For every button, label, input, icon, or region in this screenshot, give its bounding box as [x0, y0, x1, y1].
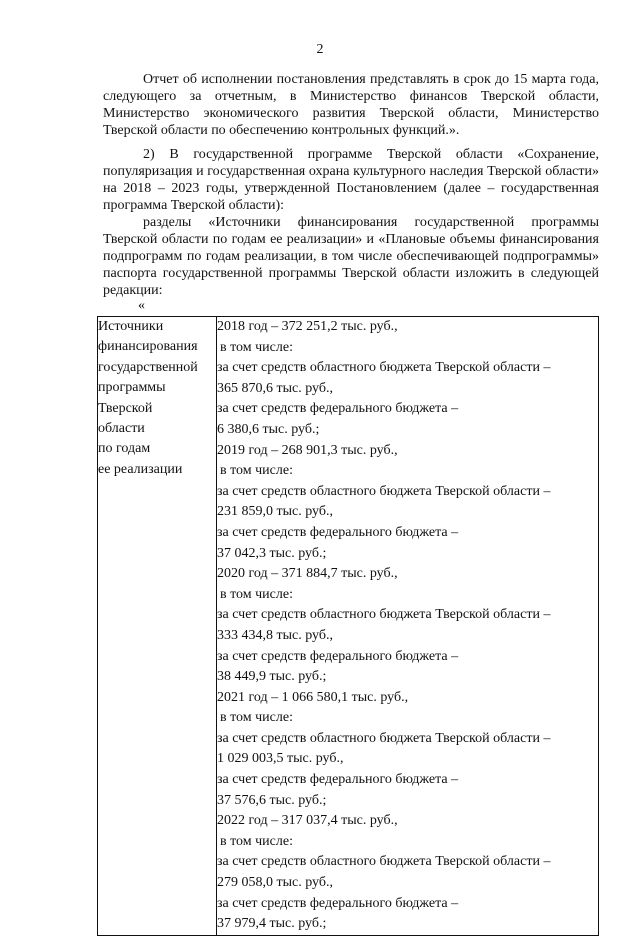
- year-total-line: 2021 год – 1 066 580,1 тыс. руб.,: [217, 689, 409, 705]
- label-line: государственной: [98, 359, 198, 375]
- federal-budget-amount: 38 449,9 тыс. руб.;: [217, 669, 327, 685]
- including-line: в том числе:: [220, 463, 293, 479]
- regional-budget-line: за счет средств областного бюджета Тверской области –: [217, 854, 551, 870]
- label-line: программы: [98, 380, 166, 396]
- federal-budget-line: за счет средств федерального бюджета –: [217, 648, 459, 664]
- label-line: Источники: [98, 319, 164, 334]
- label-line: области: [98, 421, 145, 437]
- label-line: ее реализации: [98, 461, 183, 477]
- federal-budget-amount: 6 380,6 тыс. руб.;: [217, 421, 320, 437]
- paragraph-report-deadline: Отчет об исполнении постановления представлять в срок до 15 марта года, следующего за отчетным, в Министерство финансов Тверской области, Министерство экономического развития Тверской области, Министерство Тверской области по обеспечению контрольных функций.».: [103, 72, 599, 138]
- financing-sources-label-cell: [98, 317, 217, 936]
- label-line: по годам: [98, 441, 151, 457]
- regional-budget-amount: 279 058,0 тыс. руб.,: [217, 875, 333, 891]
- year-total-line: 2019 год – 268 901,3 тыс. руб.,: [217, 442, 398, 458]
- regional-budget-line: за счет средств областного бюджета Тверской области –: [217, 483, 551, 499]
- regional-budget-line: за счет средств областного бюджета Тверской области –: [217, 730, 551, 746]
- opening-quote-mark: «: [138, 298, 145, 313]
- regional-budget-amount: 333 434,8 тыс. руб.,: [217, 627, 333, 643]
- federal-budget-amount: 37 979,4 тыс. руб.;: [217, 916, 327, 932]
- including-line: в том числе:: [220, 339, 293, 355]
- year-total-line: 2018 год – 372 251,2 тыс. руб.,: [217, 319, 398, 334]
- year-total-line: 2020 год – 371 884,7 тыс. руб.,: [217, 566, 398, 582]
- label-line: финансирования: [98, 339, 198, 355]
- year-total-line: 2022 год – 317 037,4 тыс. руб.,: [217, 813, 398, 829]
- including-line: в том числе:: [220, 833, 293, 849]
- paragraph-sections-redaction: разделы «Источники финансирования государственной программы Тверской области по годам ее реализации» и «Плановые объемы финансирования подпрограмм по годам реализации, в том числе обеспечивающей подпрограммы» паспорта государственной программы Тверской области изложить в следующей редакции:: [103, 215, 599, 298]
- regional-budget-amount: 365 870,6 тыс. руб.,: [217, 380, 333, 396]
- financing-table-row: [98, 317, 599, 936]
- financing-amounts-cell: [217, 317, 599, 936]
- regional-budget-amount: 231 859,0 тыс. руб.,: [217, 504, 333, 520]
- label-line: Тверской: [98, 400, 153, 416]
- including-line: в том числе:: [220, 586, 293, 602]
- federal-budget-amount: 37 576,6 тыс. руб.;: [217, 792, 327, 808]
- including-line: в том числе:: [220, 710, 293, 726]
- financing-table: [97, 316, 599, 936]
- federal-budget-line: за счет средств федерального бюджета –: [217, 895, 459, 911]
- regional-budget-amount: 1 029 003,5 тыс. руб.,: [217, 751, 344, 767]
- federal-budget-amount: 37 042,3 тыс. руб.;: [217, 545, 327, 561]
- regional-budget-line: за счет средств областного бюджета Тверской области –: [217, 607, 551, 623]
- federal-budget-line: за счет средств федерального бюджета –: [217, 401, 459, 417]
- federal-budget-line: за счет средств федерального бюджета –: [217, 772, 459, 788]
- page-number: 2: [316, 42, 324, 57]
- paragraph-program-amendment: 2) В государственной программе Тверской области «Сохранение, популяризация и государственная охрана культурного наследия Тверской области» на 2018 – 2023 годы, утвержденной Постановлением (далее – государственная программа Тверской области):: [103, 147, 599, 213]
- federal-budget-line: за счет средств федерального бюджета –: [217, 524, 459, 540]
- regional-budget-line: за счет средств областного бюджета Тверской области –: [217, 360, 551, 376]
